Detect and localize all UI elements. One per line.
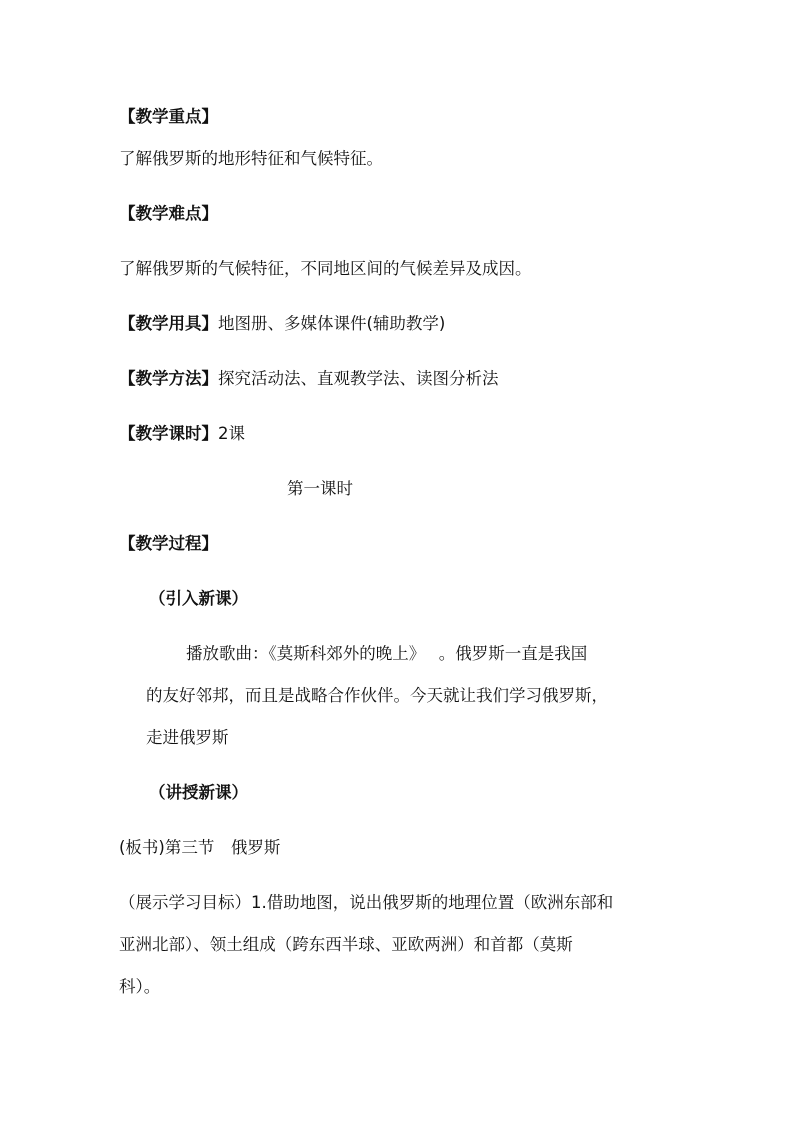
focus-text: 了解俄罗斯的地形特征和气候特征。 [119, 149, 383, 168]
methods-row [119, 368, 499, 390]
methods-heading: 【教学方法】 [119, 369, 218, 388]
intro-heading: （引入新课） [149, 589, 248, 608]
lesson-title: 第一课时 [287, 479, 353, 498]
goal-line-2: 亚洲北部）、领土组成（跨东西半球、亚欧两洲）和首都（莫斯 [119, 935, 573, 954]
intro-line-3: 走进俄罗斯 [146, 728, 229, 747]
intro-line-2: 的友好邻邦，而且是战略合作伙伴。今天就让我们学习俄罗斯， [146, 686, 608, 705]
difficulty-text: 了解俄罗斯的气候特征，不同地区间的气候差异及成因。 [119, 259, 532, 278]
difficulty-heading: 【教学难点】 [119, 204, 218, 223]
goal-line-3: 科）。 [119, 977, 161, 996]
goal-line-1: （展示学习目标）1.借助地图，说出俄罗斯的地理位置（欧洲东部和 [119, 893, 614, 912]
focus-heading: 【教学重点】 [119, 107, 218, 126]
process-heading: 【教学过程】 [119, 534, 218, 553]
tools-text: 地图册、多媒体课件(辅助教学) [218, 314, 446, 333]
tools-heading: 【教学用具】 [119, 314, 218, 333]
hours-row [119, 423, 245, 445]
methods-text: 探究活动法、直观教学法、读图分析法 [218, 369, 499, 388]
hours-heading: 【教学课时】 [119, 424, 218, 443]
hours-text: 2课 [218, 424, 245, 443]
tools-row [119, 313, 445, 335]
teach-heading: （讲授新课） [149, 783, 248, 802]
board-text: (板书)第三节 俄罗斯 [119, 838, 281, 857]
intro-line-1: 播放歌曲：《莫斯科郊外的晚上》 。俄罗斯一直是我国 [186, 644, 588, 663]
